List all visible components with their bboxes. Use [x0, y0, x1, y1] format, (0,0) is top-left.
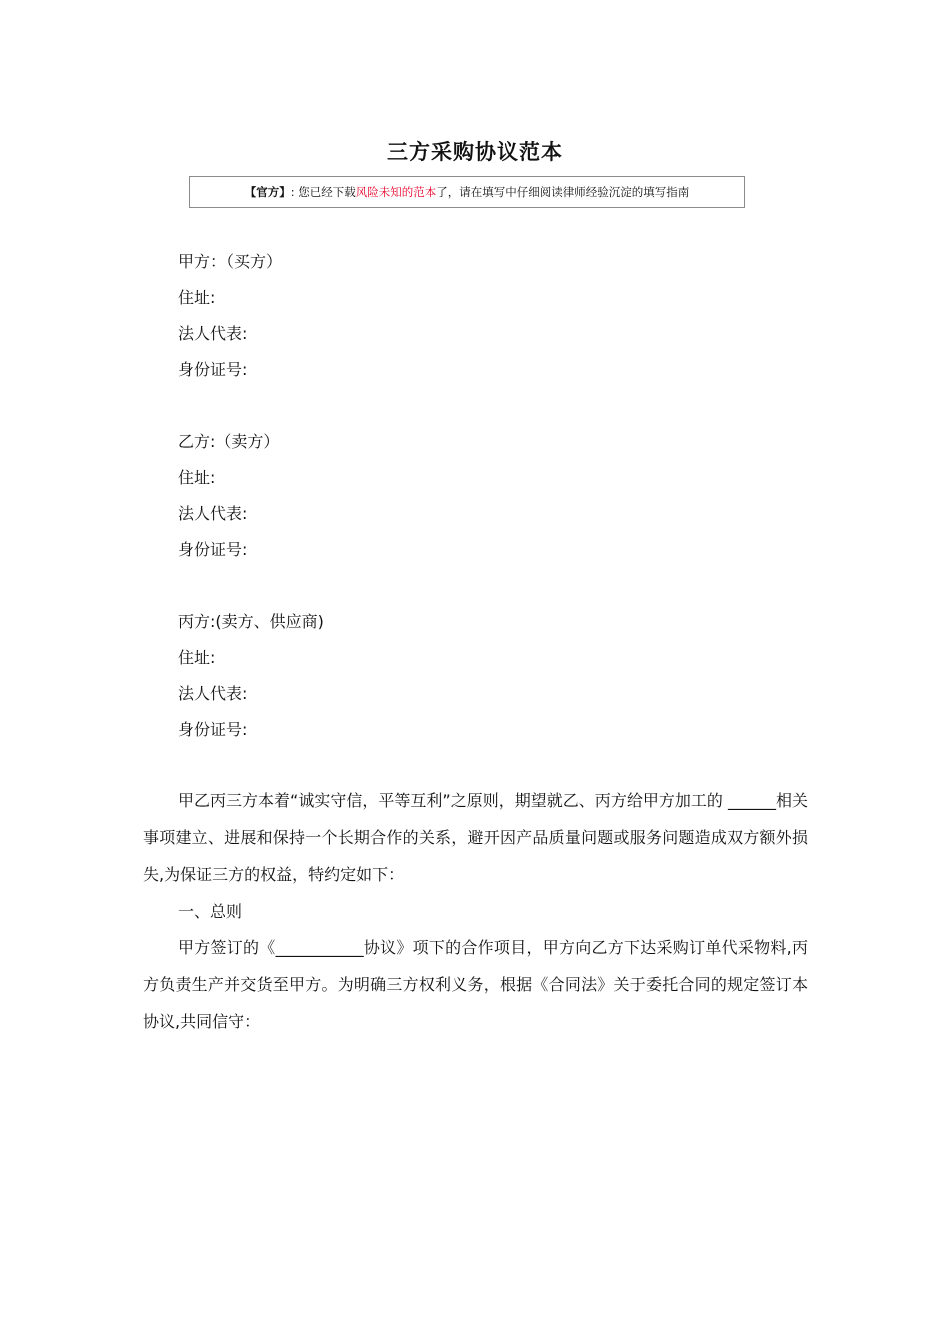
party-a-label: 甲方：（买方）	[178, 252, 283, 271]
notice-middle: : 您已经下载	[290, 185, 356, 199]
intro-paragraph: 甲乙丙三方本着“诚实守信，平等互利”之原则，期望就乙、丙方给甲方加工的 ______相关事项建立、进展和保持一个长期合作的关系，避开因产品质量问题或服务问题造成双方额外损失,为保证三方的权益，特约定如下：	[143, 791, 808, 884]
party-b-address: 住址:	[178, 468, 216, 487]
notice-prefix: 【官方】	[244, 185, 291, 199]
party-c-label: 丙方:(卖方、供应商)	[178, 612, 324, 631]
party-b-label: 乙方:（卖方）	[178, 432, 280, 451]
document-title: 三方采购协议范本	[387, 140, 563, 164]
section-1-heading: 一、总则	[178, 902, 243, 921]
party-c-address: 住址:	[178, 648, 216, 667]
party-a-address: 住址:	[178, 288, 216, 307]
party-a-id-no: 身份证号:	[178, 360, 248, 379]
party-b-legal-rep: 法人代表:	[178, 504, 248, 523]
download-notice-banner	[189, 176, 745, 208]
party-b-id-no: 身份证号:	[178, 540, 248, 559]
notice-highlight: 风险未知的范本	[355, 185, 437, 199]
party-c-id-no: 身份证号:	[178, 720, 248, 739]
party-a-legal-rep: 法人代表:	[178, 324, 248, 343]
party-c-legal-rep: 法人代表:	[178, 684, 248, 703]
section-1-paragraph: 甲方签订的《___________协议》项下的合作项目，甲方向乙方下达采购订单代采物料,丙方负责生产并交货至甲方。为明确三方权利义务，根据《合同法》关于委托合同的规定签订本协议,共同信守：	[143, 938, 808, 1031]
notice-suffix: 了，请在填写中仔细阅读律师经验沉淀的填写指南	[436, 185, 690, 199]
